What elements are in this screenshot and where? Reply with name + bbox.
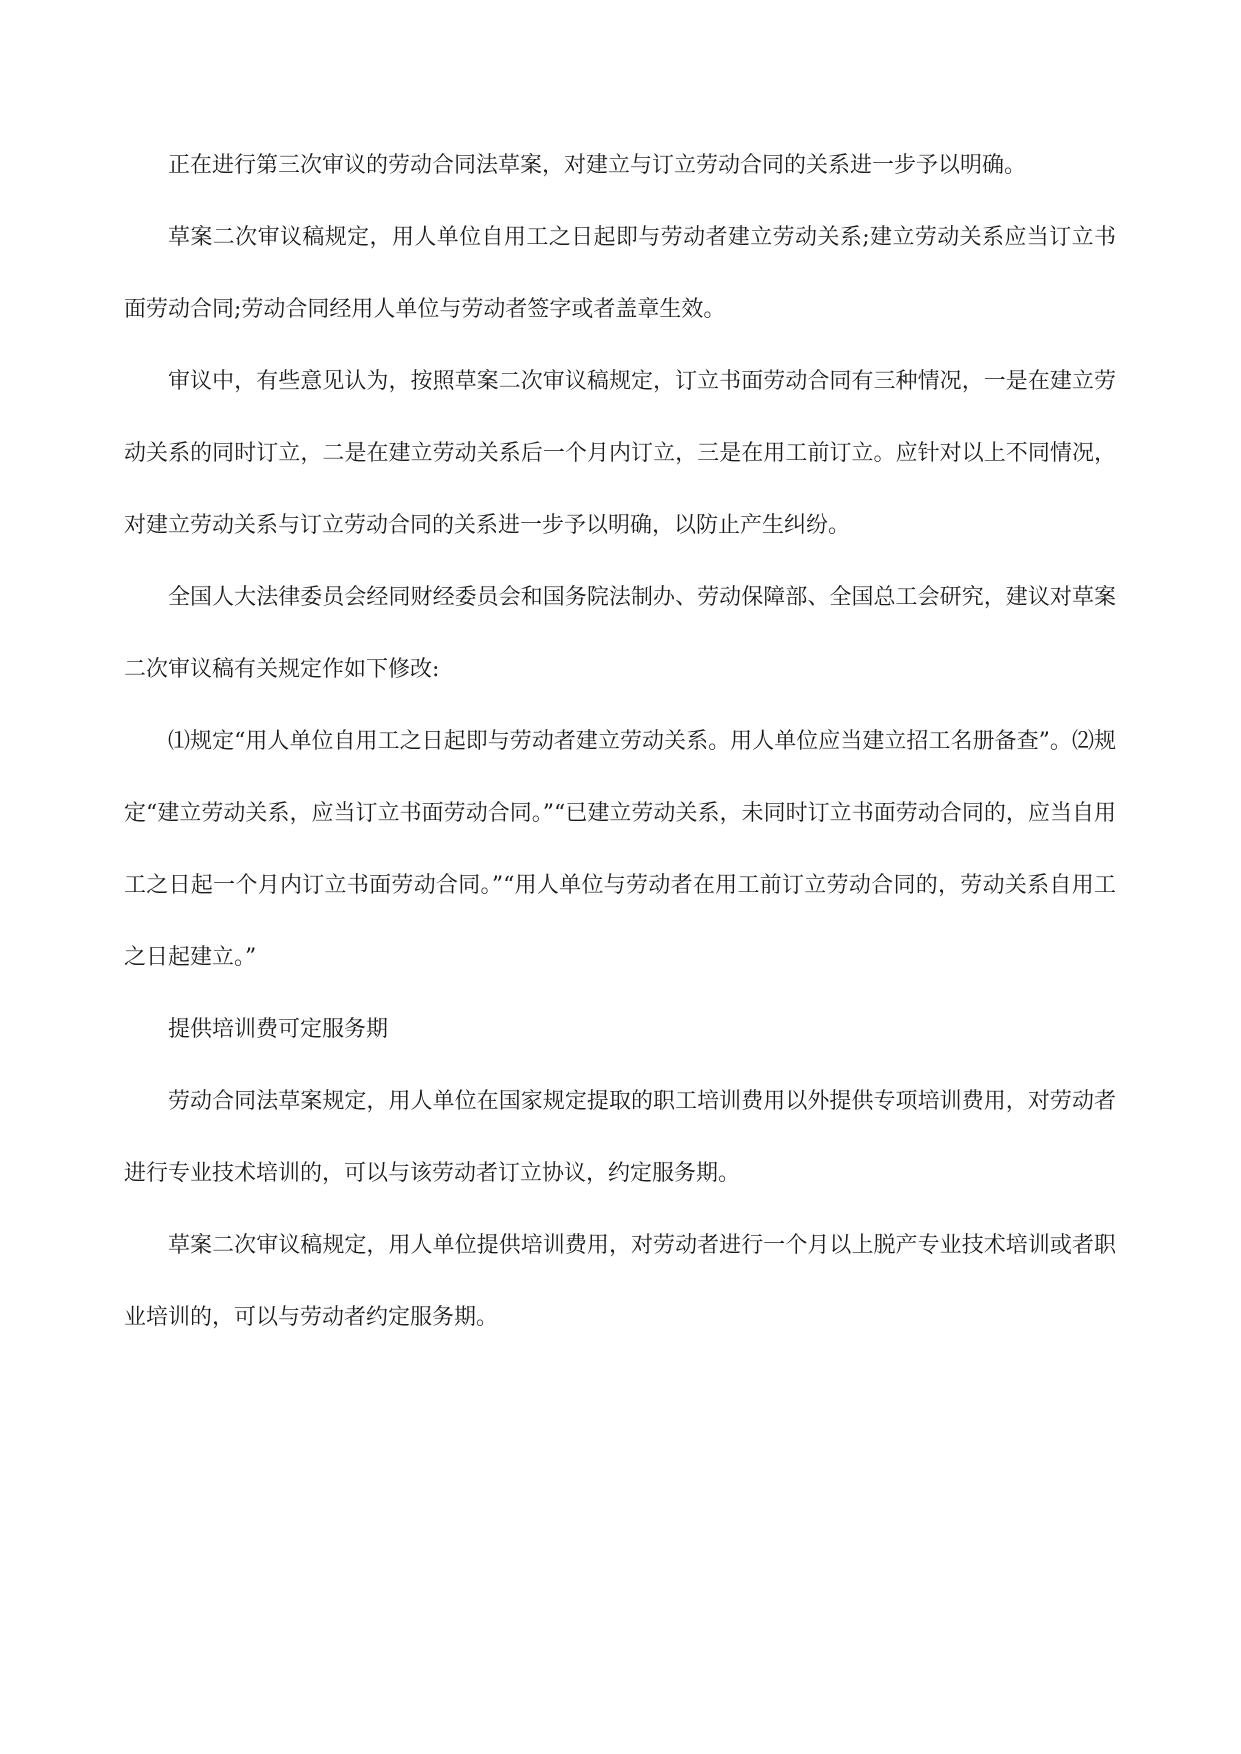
paragraph-2: 草案二次审议稿规定，用人单位自用工之日起即与劳动者建立劳动关系;建立劳动关系应当订立书面劳动合同;劳动合同经用人单位与劳动者签字或者盖章生效。 xyxy=(124,225,1116,322)
section-heading: 提供培训费可定服务期 xyxy=(168,1017,389,1042)
paragraph-4: 全国人大法律委员会经同财经委员会和国务院法制办、劳动保障部、全国总工会研究，建议对草案二次审议稿有关规定作如下修改: xyxy=(124,585,1116,682)
paragraph-7: 草案二次审议稿规定，用人单位提供培训费用，对劳动者进行一个月以上脱产专业技术培训或者职业培训的，可以与劳动者约定服务期。 xyxy=(124,1233,1116,1330)
paragraph-1: 正在进行第三次审议的劳动合同法草案，对建立与订立劳动合同的关系进一步予以明确。 xyxy=(168,153,1027,178)
document-body xyxy=(124,130,1116,1354)
paragraph-5: ⑴规定“用人单位自用工之日起即与劳动者建立劳动关系。用人单位应当建立招工名册备查”。⑵规定“建立劳动关系，应当订立书面劳动合同。”“已建立劳动关系，未同时订立书面劳动合同的，应当自用工之日起一个月内订立书面劳动合同。”“用人单位与劳动者在用工前订立劳动合同的，劳动关系自用工之日起建立。” xyxy=(124,729,1116,970)
paragraph-3: 审议中，有些意见认为，按照草案二次审议稿规定，订立书面劳动合同有三种情况，一是在建立劳动关系的同时订立，二是在建立劳动关系后一个月内订立，三是在用工前订立。应针对以上不同情况，对建立劳动关系与订立劳动合同的关系进一步予以明确，以防止产生纠纷。 xyxy=(124,369,1116,538)
paragraph-6: 劳动合同法草案规定，用人单位在国家规定提取的职工培训费用以外提供专项培训费用，对劳动者进行专业技术培训的，可以与该劳动者订立协议，约定服务期。 xyxy=(124,1089,1116,1186)
